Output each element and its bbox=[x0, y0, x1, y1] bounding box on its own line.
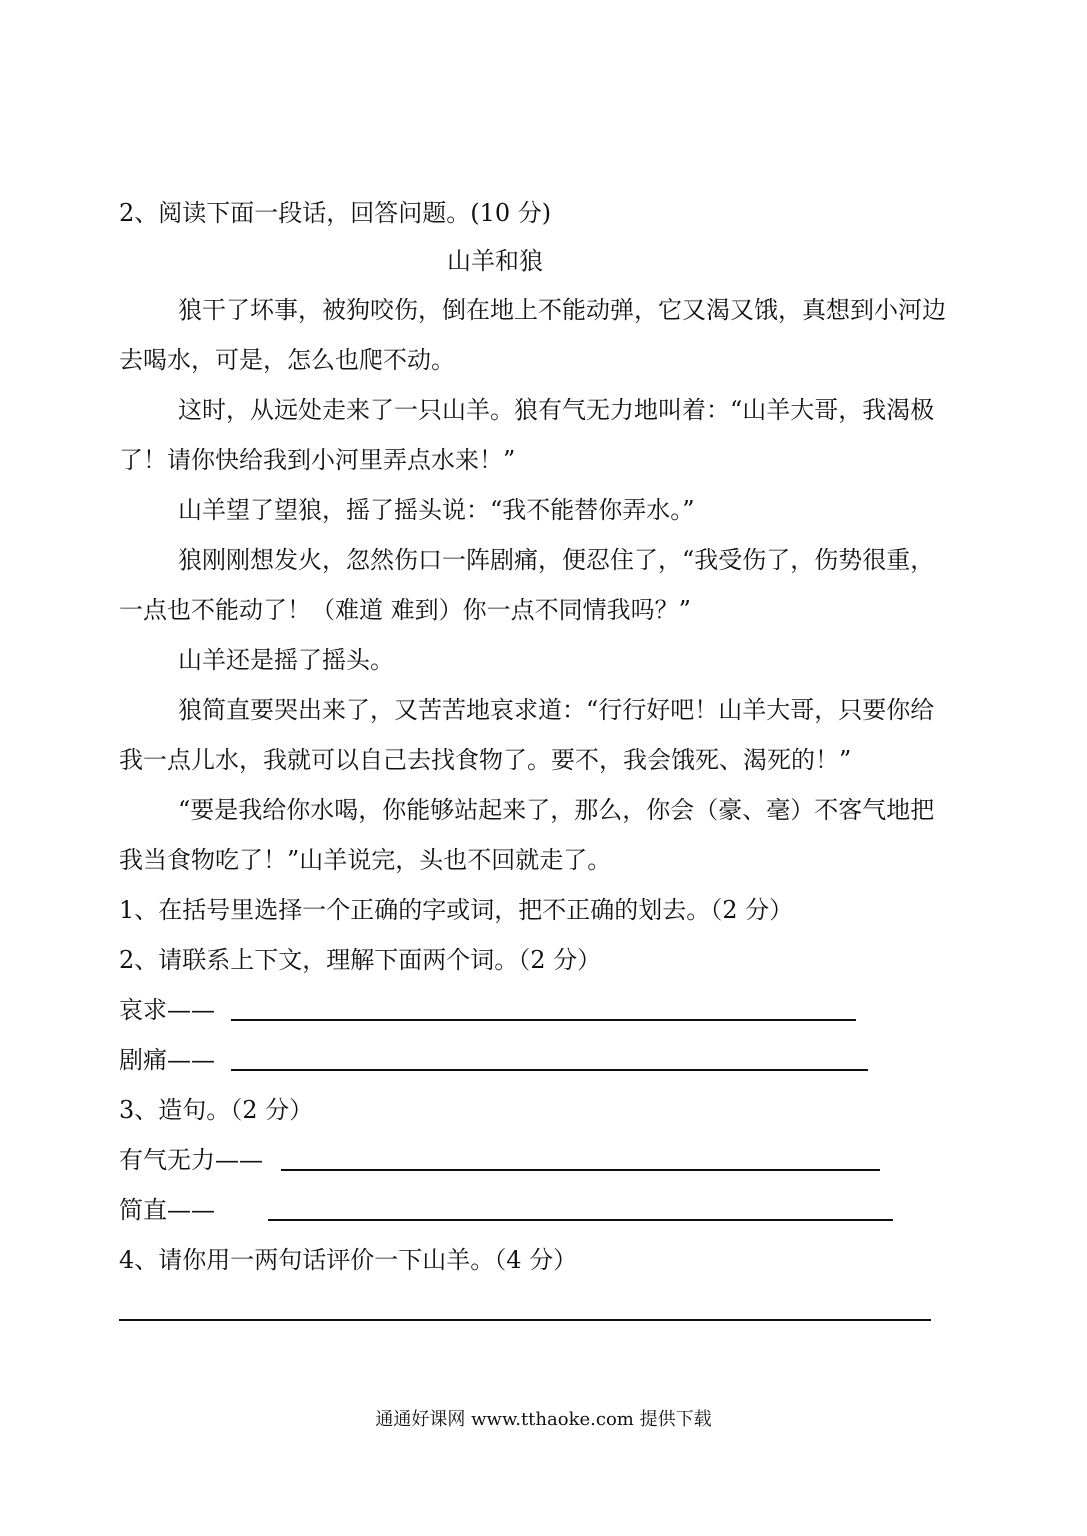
passage-line: 了！请你快给我到小河里弄点水来！” bbox=[119, 446, 516, 474]
passage-line: 去喝水，可是，怎么也爬不动。 bbox=[119, 346, 455, 374]
sub-question-3: 3、造句。（2 分） bbox=[119, 1096, 314, 1124]
q2-word-aiqiu-label: 哀求—— bbox=[119, 996, 215, 1024]
q3-word-youqiwuli-label: 有气无力—— bbox=[119, 1146, 263, 1174]
sub-question-1: 1、在括号里选择一个正确的字或词，把不正确的划去。（2 分） bbox=[119, 896, 794, 924]
footer-credit: 通通好课网 www.tthaoke.com 提供下载 bbox=[375, 1409, 712, 1430]
passage-line: 这时，从远处走来了一只山羊。狼有气无力地叫着：“山羊大哥，我渴极 bbox=[178, 396, 935, 424]
q2-word-jutong-label: 剧痛—— bbox=[119, 1046, 215, 1074]
sub-question-2: 2、请联系上下文，理解下面两个词。（2 分） bbox=[119, 946, 602, 974]
q3-word-jianzhi-blank[interactable] bbox=[268, 1219, 893, 1221]
passage-line: “要是我给你水喝，你能够站起来了，那么，你会（豪、毫）不客气地把 bbox=[178, 796, 935, 824]
question-heading: 2、阅读下面一段话，回答问题。(10 分) bbox=[119, 199, 552, 227]
passage-title: 山羊和狼 bbox=[447, 247, 543, 275]
passage-line: 狼干了坏事，被狗咬伤，倒在地上不能动弹，它又渴又饿，真想到小河边 bbox=[178, 296, 946, 324]
sub-question-4: 4、请你用一两句话评价一下山羊。（4 分） bbox=[119, 1246, 578, 1274]
q2-word-jutong-blank[interactable] bbox=[231, 1069, 868, 1071]
passage-line: 狼简直要哭出来了，又苦苦地哀求道：“行行好吧！山羊大哥，只要你给 bbox=[178, 696, 935, 724]
q4-answer-blank[interactable] bbox=[119, 1319, 931, 1321]
passage-line: 我当食物吃了！”山羊说完，头也不回就走了。 bbox=[119, 846, 612, 874]
passage-line: 我一点儿水，我就可以自己去找食物了。要不，我会饿死、渴死的！” bbox=[119, 746, 852, 774]
q2-word-aiqiu-blank[interactable] bbox=[231, 1019, 856, 1021]
q3-word-youqiwuli-blank[interactable] bbox=[281, 1169, 880, 1171]
passage-line: 山羊望了望狼，摇了摇头说：“我不能替你弄水。” bbox=[178, 496, 695, 524]
passage-line: 山羊还是摇了摇头。 bbox=[178, 646, 394, 674]
passage-line: 一点也不能动了！（难道 难到）你一点不同情我吗？” bbox=[119, 596, 691, 624]
passage-line: 狼刚刚想发火，忽然伤口一阵剧痛，便忍住了，“我受伤了，伤势很重， bbox=[178, 546, 935, 574]
q3-word-jianzhi-label: 简直—— bbox=[119, 1196, 215, 1224]
